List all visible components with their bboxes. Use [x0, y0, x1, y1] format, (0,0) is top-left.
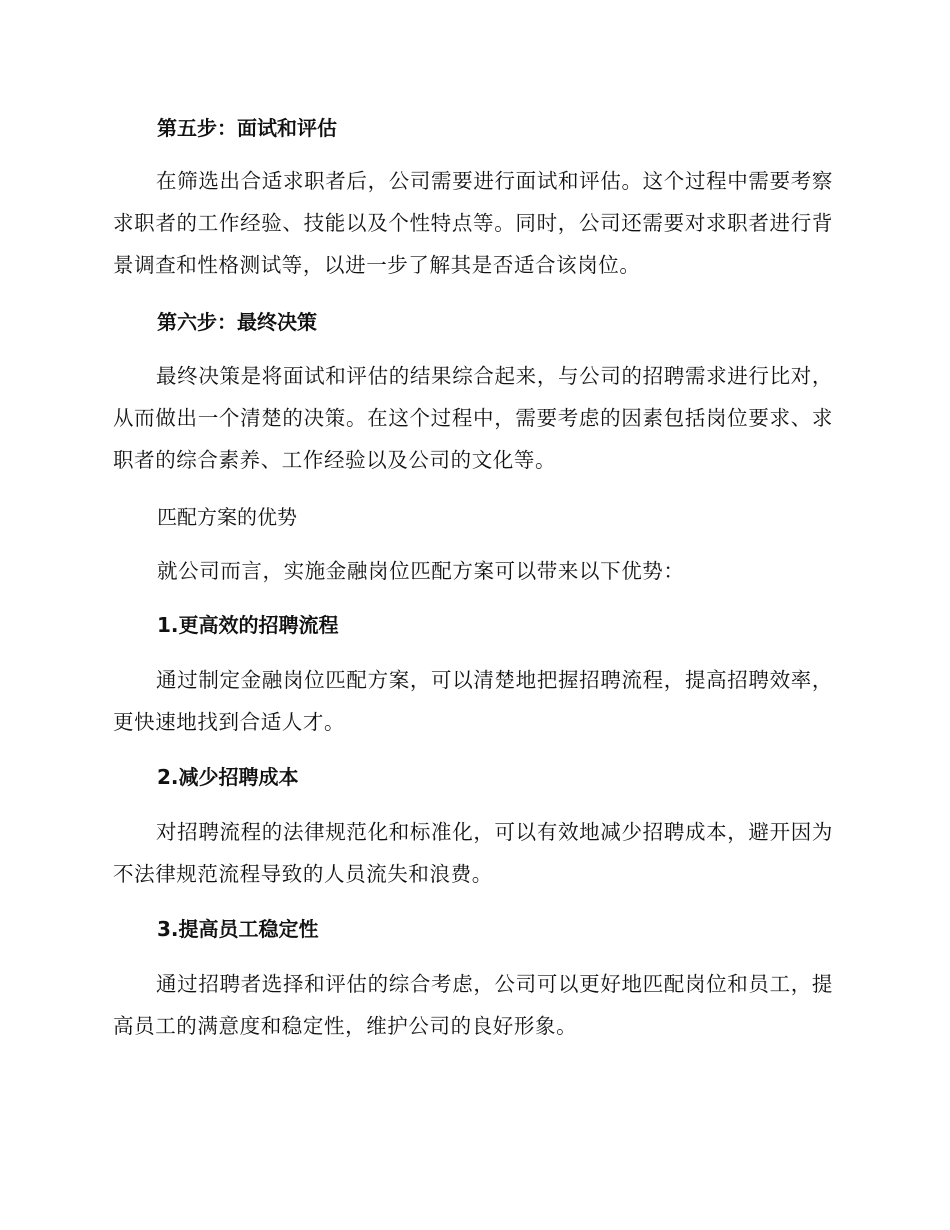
- item3-paragraph: 通过招聘者选择和评估的综合考虑，公司可以更好地匹配岗位和员工，提高员工的满意度和稳定性，维护公司的良好形象。: [113, 972, 833, 1038]
- item2-heading: 2.减少招聘成本: [157, 765, 299, 789]
- item2-paragraph: 对招聘流程的法律规范化和标准化，可以有效地减少招聘成本，避开因为不法律规范流程导致的人员流失和浪费。: [113, 820, 833, 886]
- step6-heading: 第六步：最终决策: [157, 310, 317, 334]
- step5-paragraph: 在筛选出合适求职者后，公司需要进行面试和评估。这个过程中需要考察求职者的工作经验、技能以及个性特点等。同时，公司还需要对求职者进行背景调查和性格测试等，以进一步了解其是否适合该岗位。: [113, 169, 833, 277]
- item3-heading: 3.提高员工稳定性: [157, 917, 319, 941]
- item1-heading: 1.更高效的招聘流程: [157, 613, 339, 637]
- advantages-heading: 匹配方案的优势: [157, 505, 297, 529]
- step6-paragraph: 最终决策是将面试和评估的结果综合起来，与公司的招聘需求进行比对，从而做出一个清楚的决策。在这个过程中，需要考虑的因素包括岗位要求、求职者的综合素养、工作经验以及公司的文化等。: [113, 364, 833, 472]
- step5-heading: 第五步：面试和评估: [157, 116, 337, 140]
- advantages-intro: 就公司而言，实施金融岗位匹配方案可以带来以下优势：: [157, 559, 685, 583]
- item1-paragraph: 通过制定金融岗位匹配方案，可以清楚地把握招聘流程，提高招聘效率，更快速地找到合适人才。: [113, 668, 833, 734]
